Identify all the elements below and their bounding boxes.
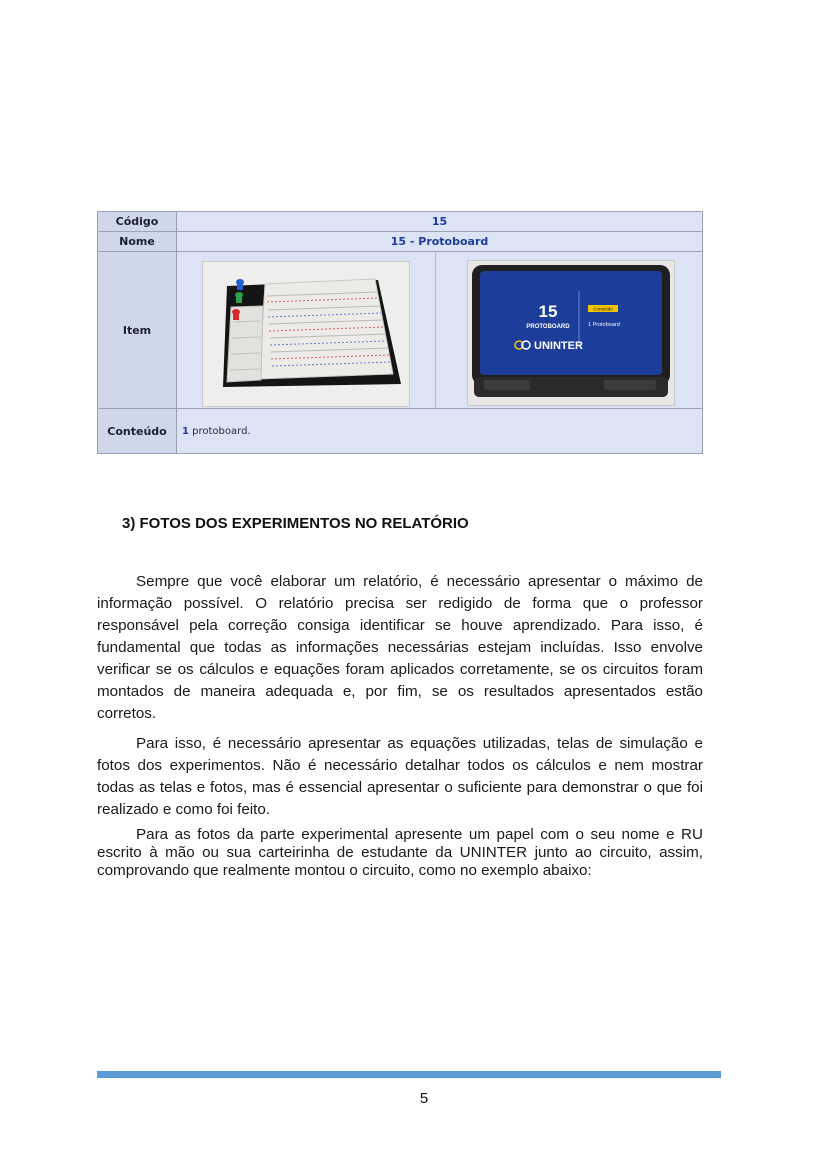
footer-rule (97, 1071, 721, 1078)
nome-value: 15 - Protoboard (177, 232, 703, 252)
codigo-label: Código (98, 212, 177, 232)
item-photos (177, 252, 703, 409)
breadboard-illustration (203, 262, 409, 406)
breadboard-photo (202, 261, 410, 407)
case-number: 15 (538, 302, 558, 321)
photo-divider (435, 252, 436, 408)
conteudo-text: protoboard. (192, 425, 251, 437)
conteudo-value (177, 409, 703, 454)
conteudo-count: 1 (182, 425, 189, 437)
paragraph-3: Para as fotos da parte experimental apresente um papel com o seu nome e RU escrito à mão ou sua carteirinha de estudante da UNINTER junto ao circuito, assim, comprovando que realmente montou o circuito, como no exemplo abaixo: (97, 826, 703, 879)
kit-case-illustration (468, 261, 674, 405)
section-heading: 3) FOTOS DOS EXPERIMENTOS NO RELATÓRIO (122, 515, 469, 532)
codigo-value: 15 (177, 212, 703, 232)
nome-label: Nome (98, 232, 177, 252)
paragraph-2: Para isso, é necessário apresentar as equações utilizadas, telas de simulação e fotos dos experimentos. Não é necessário detalhar todos os cálculos e nem mostrar todas as telas e fotos, mas é essencial apresentar o suficiente para demonstrar o que foi realizado e como foi feito. (97, 735, 703, 818)
case-tag: Conteúdo (593, 306, 613, 312)
case-kit-name: PROTOBOARD (526, 324, 570, 330)
case-contents: 1 Protoboard (588, 322, 620, 328)
item-label: Item (98, 252, 177, 409)
conteudo-label: Conteúdo (98, 409, 177, 454)
page-number: 5 (419, 1090, 429, 1107)
kit-table (97, 211, 703, 454)
paragraph-1: Sempre que você elaborar um relatório, é necessário apresentar o máximo de informação possível. O relatório precisa ser redigido de forma que o professor responsável pela correção consiga identificar se houve aprendizado. Para isso, é fundamental que todas as informações necessárias estejam incluídas. Isso envolve verificar se os cálculos e equações foram aplicados corretamente, se os circuitos foram montados de maneira adequada e, por fim, se os resultados apresentados estão corretos. (97, 573, 703, 722)
kit-case-photo (467, 260, 675, 406)
case-brand: UNINTER (534, 340, 583, 352)
